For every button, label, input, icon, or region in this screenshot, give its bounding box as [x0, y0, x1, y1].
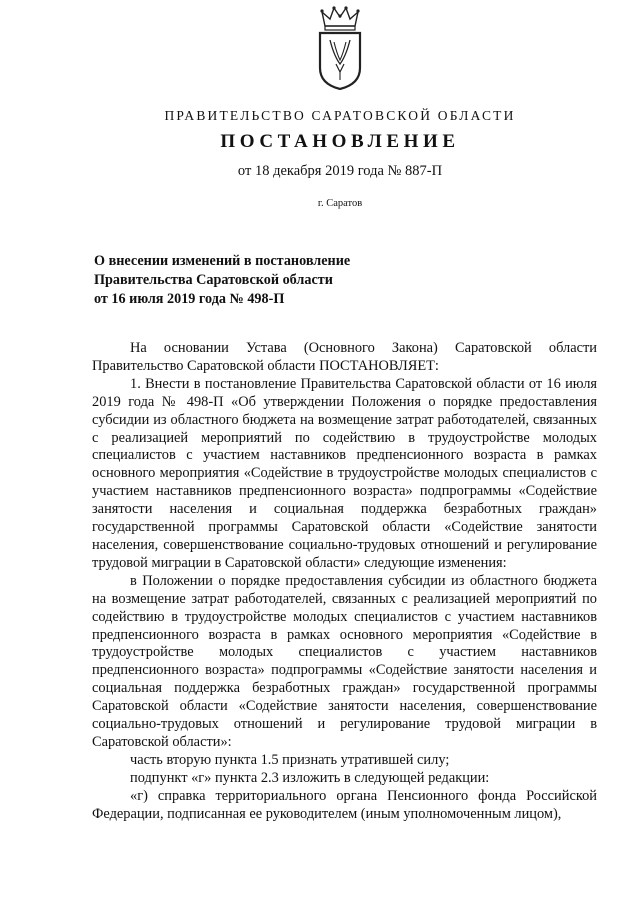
decree-subject — [94, 252, 454, 309]
document-type-title: ПОСТАНОВЛЕНИЕ — [220, 131, 460, 152]
government-name: ПРАВИТЕЛЬСТВО САРАТОВСКОЙ ОБЛАСТИ — [164, 108, 516, 123]
city-label: г. Саратов — [317, 198, 363, 209]
body-paragraph: часть вторую пункта 1.5 признать утратившей силу; — [130, 751, 450, 768]
date-and-number: от 18 декабря 2019 года № 887-П — [237, 163, 443, 179]
subject-line: О внесении изменений в постановление — [94, 253, 351, 269]
body-paragraph: 1. Внести в постановление Правительства Саратовской области от 16 июля 2019 года № 498-П «Об утверждении Положения о порядке предоставления субсидии из областного бюджета на возмещение затрат работодателей, связанных с реализацией мероприятий по содействию в трудоустройстве молодых специалистов с участием наставников предпенсионного возраста в рамках основного мероприятия «Содействие в трудоустройстве молодых специалистов с участием наставников предпенсионного возраста» подпрограммы «Содействие занятости населения и социальная поддержка безработных граждан» государственной программы Саратовской области «Содействие занятости населения, совершенствование социально-трудовых отношений и регулирование трудовой миграции в Саратовской области» следующие изменения: — [92, 375, 597, 571]
subject-line: Правительства Саратовской области — [94, 272, 333, 288]
body-paragraph: в Положении о порядке предоставления субсидии из областного бюджета на возмещение затрат работодателей, связанных с реализацией мероприятий по содействию в трудоустройстве молодых специалистов с участием наставников предпенсионного возраста в рамках основного мероприятия «Содействие в трудоустройстве молодых специалистов с участием наставников предпенсионного возраста» подпрограммы «Содействие занятости населения и социальная поддержка безработных граждан» государственной программы Саратовской области «Содействие занятости населения, совершенствование социально-трудовых отношений и регулирование трудовой миграции в Саратовской области»: — [92, 572, 597, 750]
body-paragraph: На основании Устава (Основного Закона) Саратовской области Правительство Саратовской области ПОСТАНОВЛЯЕТ: — [92, 340, 597, 374]
subject-line: от 16 июля 2019 года № 498-П — [94, 291, 285, 307]
coat-of-arms-emblem — [316, 6, 364, 90]
decree-body — [92, 340, 597, 823]
body-paragraph: «г) справка территориального органа Пенсионного фонда Российской Федерации, подписанная ее руководителем (иным уполномоченным лицом), — [92, 787, 597, 822]
body-paragraph: подпункт «г» пункта 2.3 изложить в следующей редакции: — [130, 769, 490, 786]
